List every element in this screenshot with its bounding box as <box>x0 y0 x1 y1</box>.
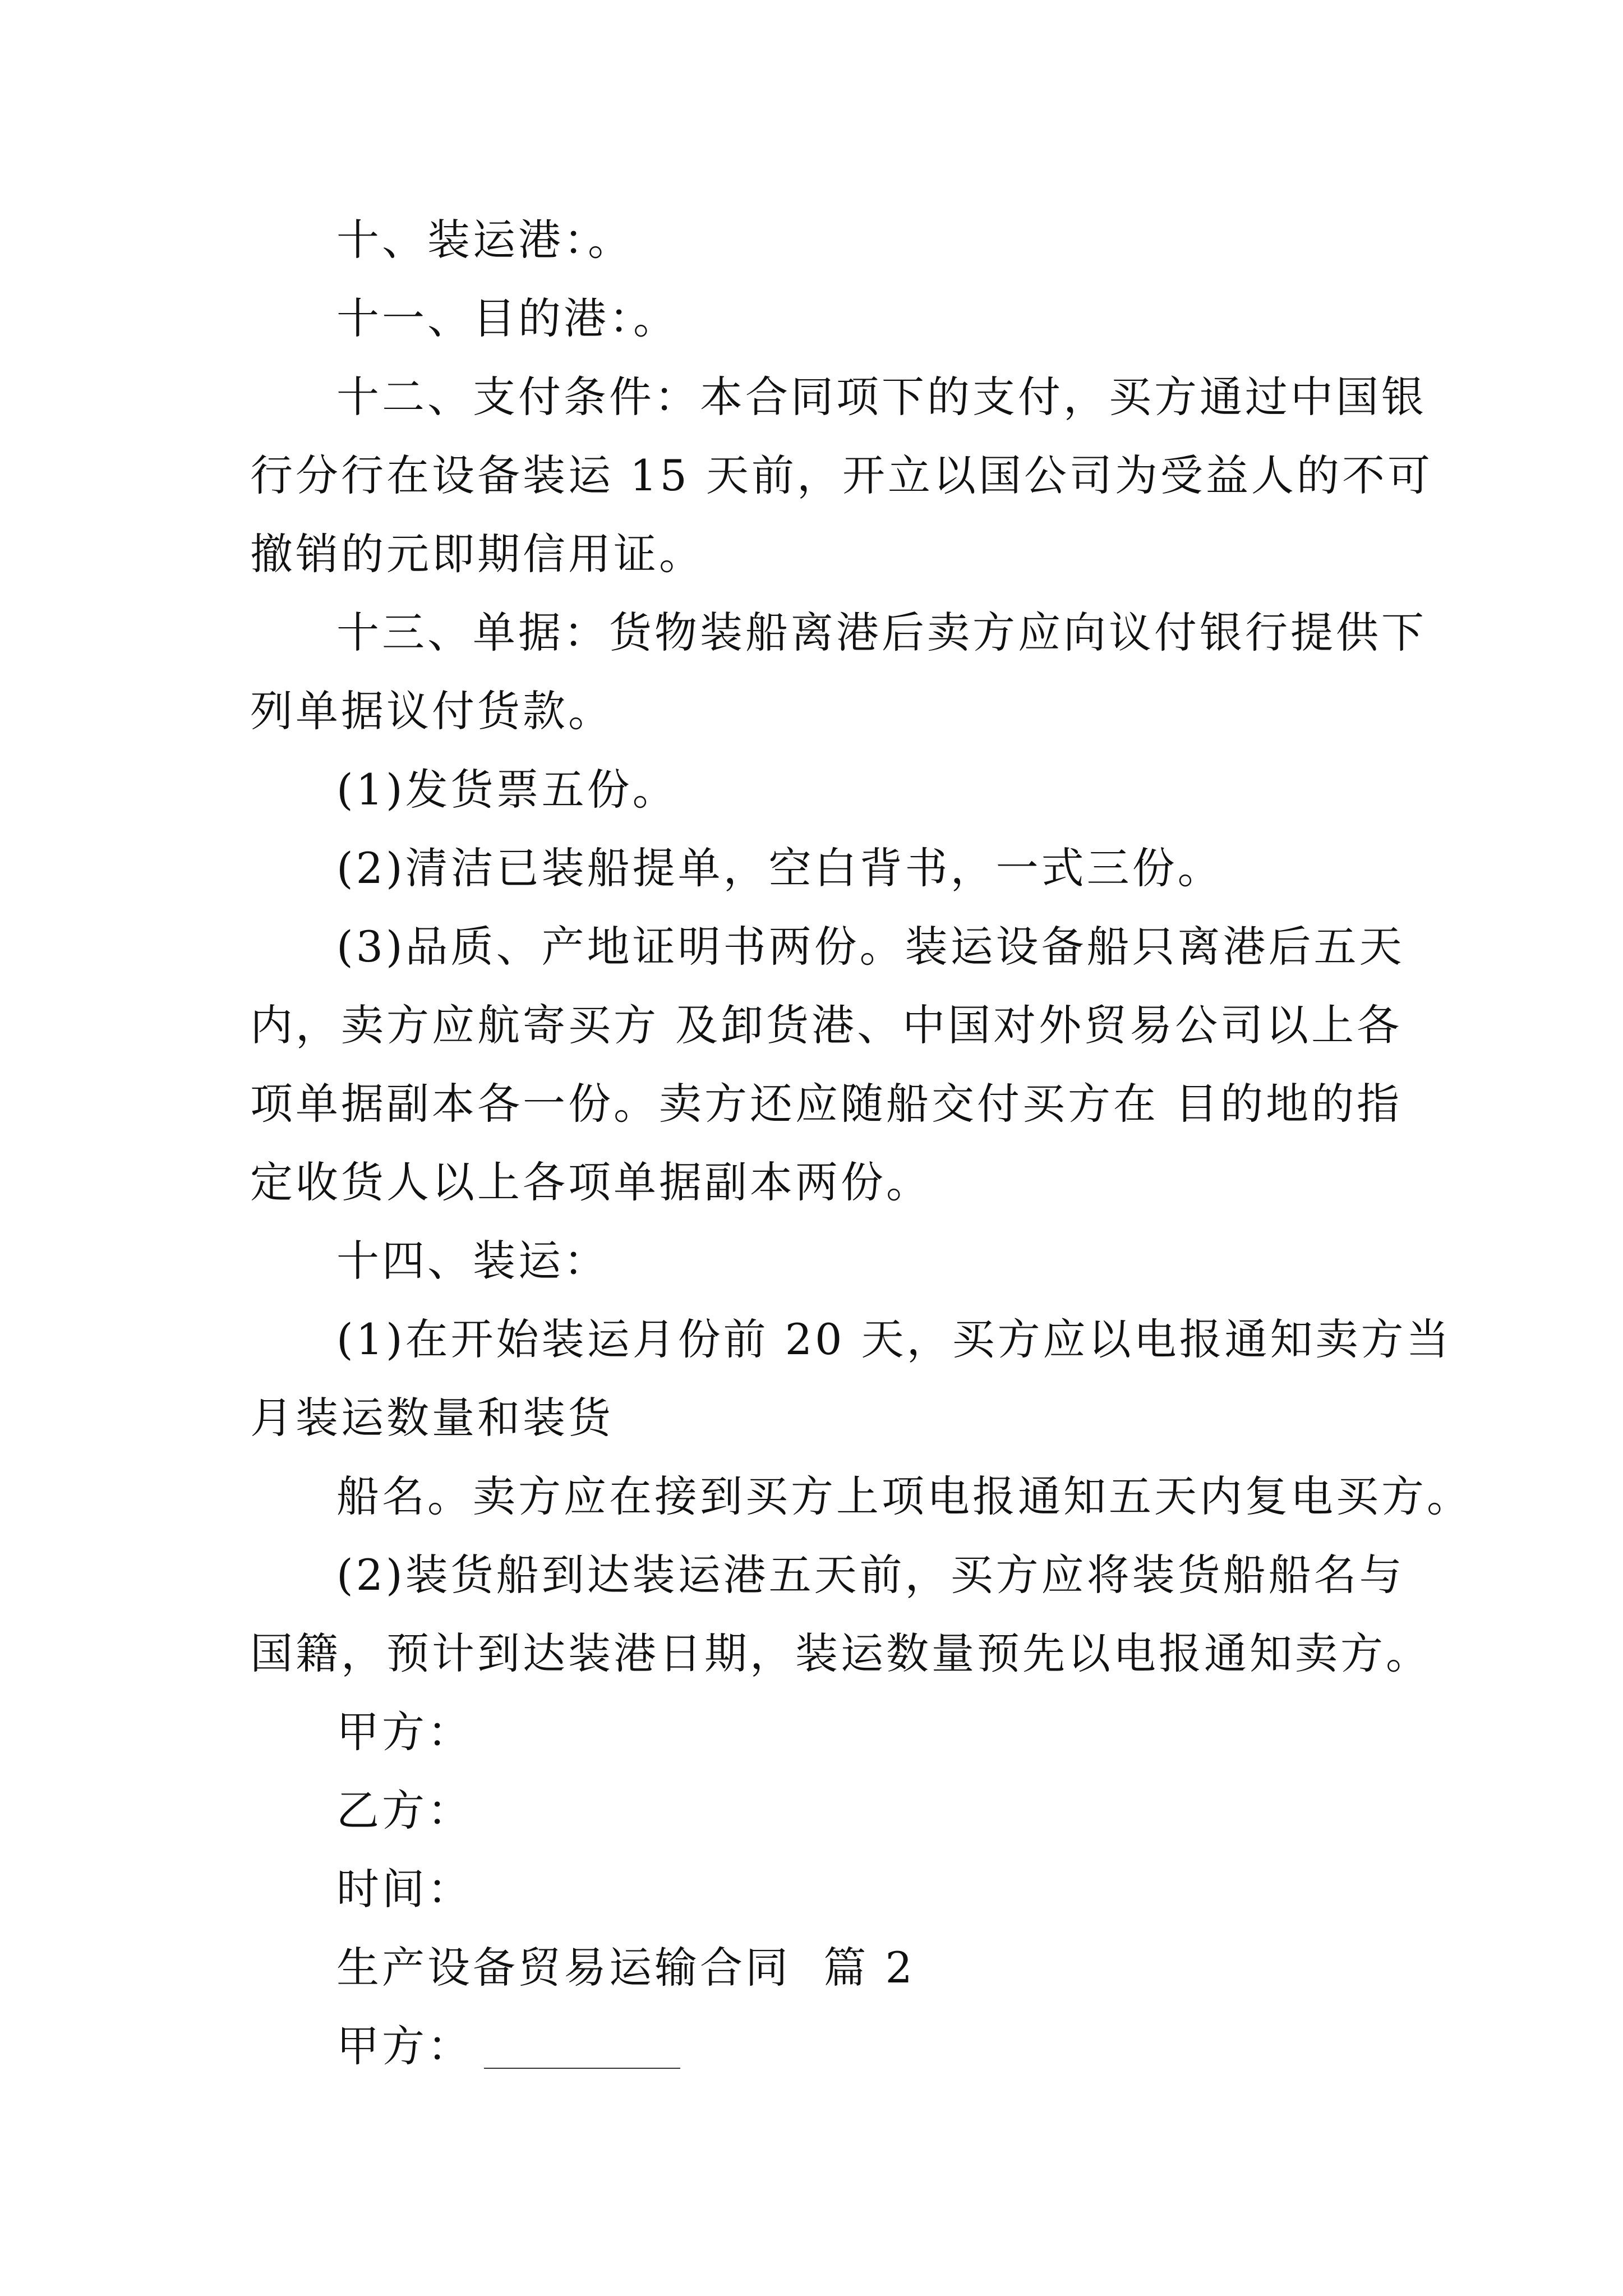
text-line: 十四、装运： <box>336 1236 609 1286</box>
text-line: 十二、支付条件：本合同项下的支付，买方通过中国银 <box>336 372 1427 422</box>
text-line: 船名。卖方应在接到买方上项电报通知五天内复电买方。 <box>336 1471 1472 1521</box>
text-line: (3)品质、产地证明书两份。装运设备船只离港后五天 <box>336 922 1405 972</box>
text-line: (2)装货船到达装运港五天前，买方应将装货船船名与 <box>336 1550 1405 1600</box>
section-title: 生产设备贸易运输合同 篇 2 <box>336 1943 915 1993</box>
text-line: 行分行在设备装运 15 天前，开立以国公司为受益人的不可 <box>250 450 1433 500</box>
text-line: 撤销的元即期信用证。 <box>250 529 704 579</box>
text-line: 十、装运港：。 <box>336 215 633 265</box>
party-a-label: 甲方： <box>336 2021 473 2071</box>
text-line: 内，卖方应航寄买方 及卸货港、中国对外贸易公司以上各 <box>250 1000 1403 1050</box>
text-line: 月装运数量和装货 <box>250 1393 614 1443</box>
text-line: (1)在开始装运月份前 20 天，买方应以电报通知卖方当 <box>336 1314 1452 1364</box>
text-line: 定收货人以上各项单据副本两份。 <box>250 1157 932 1207</box>
signature-party-b-label: 乙方： <box>336 1786 473 1835</box>
signature-date-label: 时间： <box>336 1864 473 1914</box>
signature-party-a-label: 甲方： <box>336 1707 473 1757</box>
text-line: 列单据议付货款。 <box>250 686 614 736</box>
party-a-blank-underline <box>484 2068 680 2069</box>
text-line: 项单据副本各一份。卖方还应随船交付买方在 目的地的指 <box>250 1079 1403 1129</box>
text-line: (2)清洁已装船提单，空白背书，一式三份。 <box>336 843 1223 893</box>
text-line: 十一、目的港：。 <box>336 293 679 343</box>
text-line: (1)发货票五份。 <box>336 765 678 815</box>
text-line: 十三、单据：货物装船离港后卖方应向议付银行提供下 <box>336 608 1427 657</box>
text-line: 国籍，预计到达装港日期，装运数量预先以电报通知卖方。 <box>250 1628 1431 1678</box>
party-a-line <box>336 2021 680 2071</box>
